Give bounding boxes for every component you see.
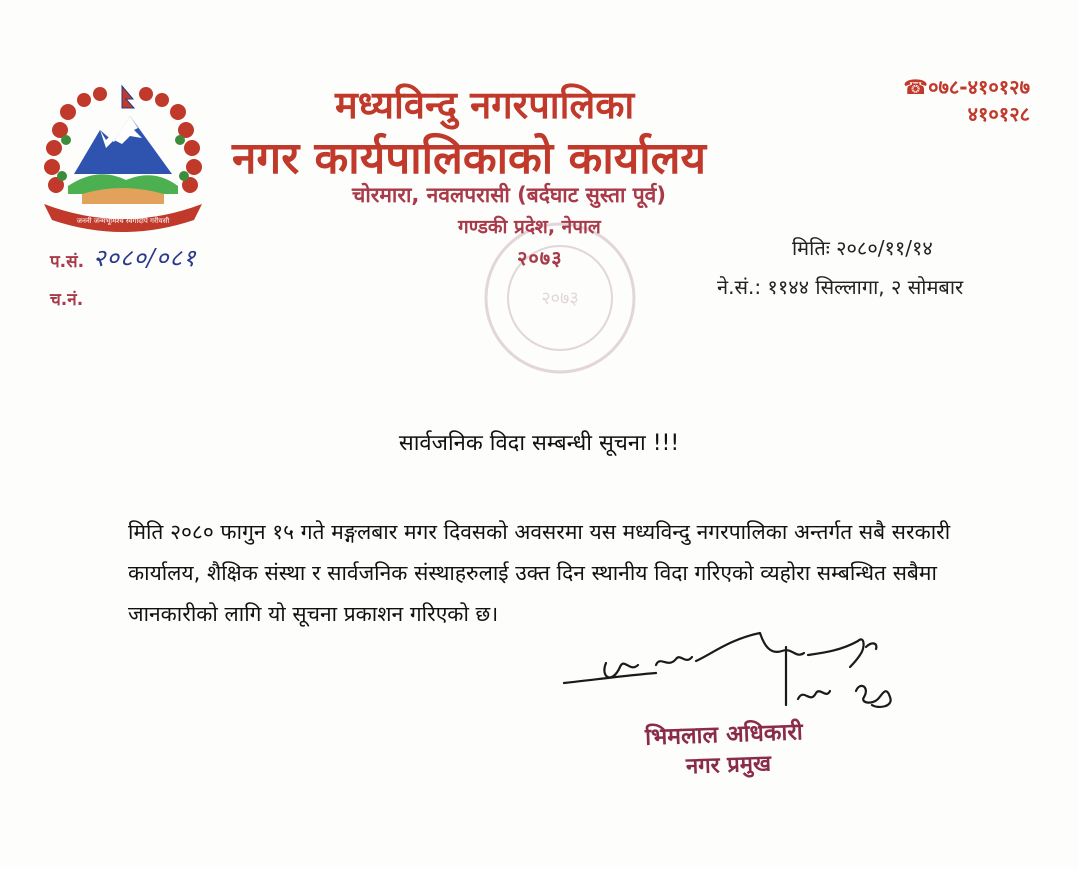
notice-date: मितिः २०८०/११/१४: [792, 236, 933, 260]
svg-text:२०७३: २०७३: [541, 288, 579, 309]
office-stamp-icon: [460, 218, 660, 378]
nepal-emblem-icon: [38, 82, 208, 232]
phone-numbers: [903, 74, 1030, 128]
reference-number-label: प.सं.: [50, 252, 85, 272]
handwritten-signature-icon: [560, 625, 920, 730]
signatory-name: भिमलाल अधिकारी: [644, 719, 804, 751]
address-line-2: गण्डकी प्रदेश, नेपाल: [458, 216, 601, 238]
notice-body: मिति २०८० फागुन १५ गते मङ्गलबार मगर दिवसको अवसरमा यस मध्यविन्दु नगरपालिका अन्तर्गत सबै सरकारी कार्यालय, शैक्षिक संस्था र सार्वजनिक संस्थाहरुलाई उक्त दिन स्थानीय विदा गरिएको व्यहोरा सम्बन्धित सबैमा जानकारीको लागि यो सूचना प्रकाशन गरिएको छ।: [128, 520, 951, 626]
phone-line-2: ४१०१२८: [967, 102, 1030, 126]
dispatch-number-label: च.नं.: [50, 290, 84, 310]
reference-number-value: २०८०/०८१: [93, 244, 197, 272]
municipality-name: मध्यविन्दु नगरपालिका: [335, 83, 635, 127]
signatory-title: नगर प्रमुख: [685, 751, 772, 780]
address-line-1: चोरमारा, नवलपरासी (बर्दघाट सुस्ता पूर्व): [352, 183, 666, 207]
svg-text:जननी जन्मभूमिश्च स्वर्गादपि गर: जननी जन्मभूमिश्च स्वर्गादपि गरीयसी: [76, 217, 170, 225]
nepal-sambat-date: ने.सं.: ११४४ सिल्लागा, २ सोमबार: [717, 275, 964, 299]
established-year: २०७३: [517, 246, 563, 270]
notice-subject: सार्वजनिक विदा सम्बन्धी सूचना !!!: [398, 431, 680, 456]
phone-line-1: ☎०७८-४१०१२७: [903, 75, 1030, 99]
office-name: नगर कार्यपालिकाको कार्यालय: [232, 133, 706, 184]
